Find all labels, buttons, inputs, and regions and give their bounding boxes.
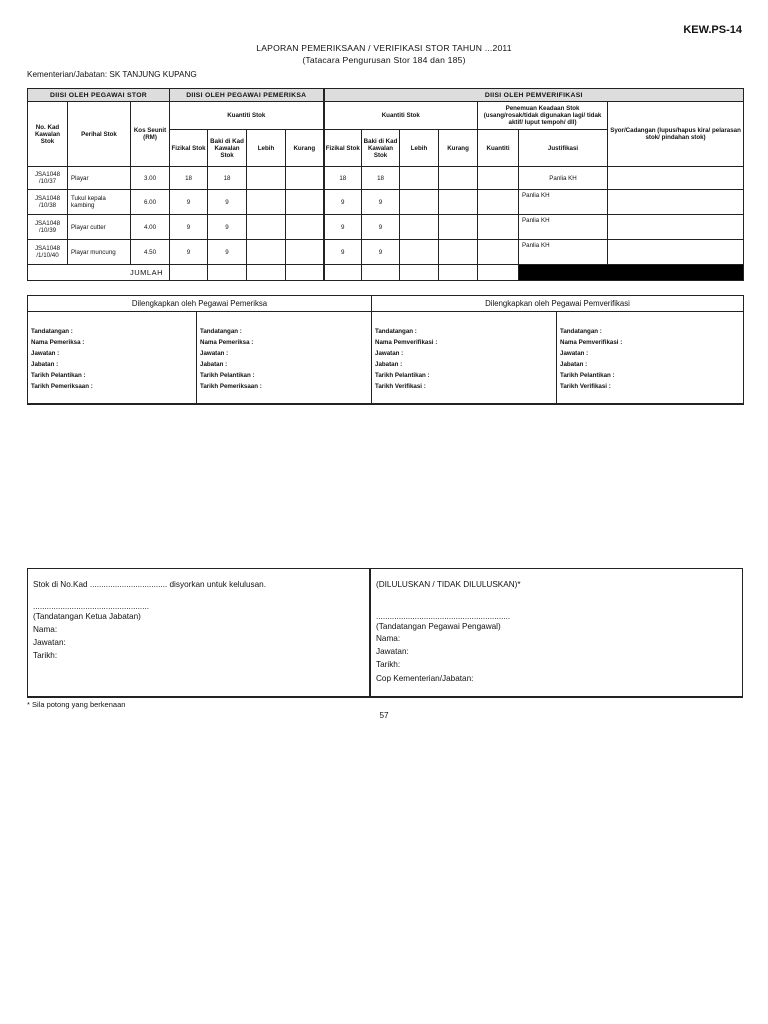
total-cell (400, 265, 439, 281)
cell-kurang (286, 190, 324, 215)
header-fizikal: Fizikal Stok (324, 130, 362, 167)
cell-lebih (400, 190, 439, 215)
field-jawatan: Jawatan : (31, 350, 60, 357)
signature-dots: ................................................... (33, 602, 150, 611)
cell-kos: 4.50 (131, 240, 170, 265)
field-tarikh-pelantikan: Tarikh Pelantikan : (375, 372, 430, 379)
field-jabatan: Jabatan : (375, 361, 403, 368)
approval-left (28, 569, 371, 696)
total-cell (362, 265, 400, 281)
cell-baki: 9 (362, 215, 400, 240)
header-penemuan: Penemuan Keadaan Stok (usang/rosak/tidak digunakan lagi/ tidak aktif/ luput tempoh/ dll) (478, 102, 608, 130)
table-row (28, 215, 744, 240)
cell-fizikal: 9 (324, 190, 362, 215)
approval-right (371, 569, 742, 696)
cell-justifikasi: Panlia KH (519, 190, 608, 215)
cell-syor (608, 190, 744, 215)
cell-syor (608, 240, 744, 265)
stok-recommendation: Stok di No.Kad .................................. disyorkan untuk kelulusan. (33, 580, 266, 589)
field-tandatangan: Tandatangan : (375, 328, 417, 335)
cell-perihal: Playar (68, 167, 131, 190)
header-lebih: Lebih (247, 130, 286, 167)
field-jabatan: Jabatan : (200, 361, 228, 368)
field-tarikh-pelantikan: Tarikh Pelantikan : (200, 372, 255, 379)
cell-fizikal: 9 (170, 240, 208, 265)
total-cell (247, 265, 286, 281)
footnote: * Sila potong yang berkenaan (27, 700, 126, 709)
cell-kos: 3.00 (131, 167, 170, 190)
cell-kurang (439, 240, 478, 265)
jumlah-label: JUMLAH (28, 265, 170, 281)
cell-fizikal: 9 (170, 215, 208, 240)
cell-no-kad: JSA1048 /10/37 (28, 167, 68, 190)
header-perihal: Perihal Stok (68, 102, 131, 167)
cell-perihal: Tukul kepala kambing (68, 190, 131, 215)
header-kuantiti-stok-pemeriksa: Kuantiti Stok (170, 102, 324, 130)
cell-baki: 9 (208, 240, 247, 265)
field-nama-pemverifikasi: Nama Pemverifikasi : (560, 339, 623, 346)
header-baki: Baki di Kad Kawalan Stok (208, 130, 247, 167)
cell-lebih (400, 240, 439, 265)
field-nama-pemeriksa: Nama Pemeriksa : (31, 339, 85, 346)
cell-no-kad: JSA1048 /10/38 (28, 190, 68, 215)
pemeriksa-block-1 (28, 312, 197, 405)
cell-syor (608, 167, 744, 190)
header-kurang: Kurang (286, 130, 324, 167)
field-jawatan: Jawatan : (560, 350, 589, 357)
field-nama: Nama: (376, 634, 401, 643)
cell-no-kad: JSA1048 /10/39 (28, 215, 68, 240)
ketua-jabatan-signature: (Tandatangan Ketua Jabatan) (33, 612, 141, 621)
cell-kurang (286, 167, 324, 190)
cell-kurang (439, 190, 478, 215)
cell-lebih (400, 167, 439, 190)
kementerian-label: Kementerian/Jabatan: SK TANJUNG KUPANG (27, 70, 197, 79)
field-jawatan: Jawatan: (33, 638, 66, 647)
table-row (28, 167, 744, 190)
field-cop: Cop Kementerian/Jabatan: (376, 674, 474, 683)
cell-kurang (286, 215, 324, 240)
field-tarikh-verifikasi: Tarikh Verifikasi : (560, 383, 611, 390)
header-kurang: Kurang (439, 130, 478, 167)
header-justifikasi: Justifikasi (519, 130, 608, 167)
page-number: 57 (379, 711, 389, 720)
blacked-out-cell (519, 265, 744, 281)
field-jawatan: Jawatan : (200, 350, 229, 357)
section-divider (27, 403, 743, 405)
field-tarikh-pemeriksaan: Tarikh Pemeriksaan : (31, 383, 93, 390)
cell-baki: 9 (208, 190, 247, 215)
field-tandatangan: Tandatangan : (560, 328, 602, 335)
header-kuantiti: Kuantiti (478, 130, 519, 167)
field-tandatangan: Tandatangan : (200, 328, 242, 335)
cell-lebih (247, 240, 286, 265)
pemverifikasi-header: Dilengkapkan oleh Pegawai Pemverifikasi (372, 296, 744, 312)
field-nama: Nama: (33, 625, 58, 634)
header-kos: Kos Seunit (RM) (131, 102, 170, 167)
cell-justifikasi: Panlia KH (519, 215, 608, 240)
signature-dots: ........................................................... (376, 612, 511, 621)
table-row (28, 240, 744, 265)
total-cell (170, 265, 208, 281)
field-tarikh: Tarikh: (33, 651, 58, 660)
form-code: KEW.PS-14 (683, 24, 742, 36)
field-tandatangan: Tandatangan : (31, 328, 73, 335)
total-cell (324, 265, 362, 281)
cell-kuantiti (478, 215, 519, 240)
field-jabatan: Jabatan : (560, 361, 588, 368)
field-tarikh-pelantikan: Tarikh Pelantikan : (560, 372, 615, 379)
pemeriksa-header: Dilengkapkan oleh Pegawai Pemeriksa (28, 296, 372, 312)
cell-lebih (400, 215, 439, 240)
cell-perihal: Playar muncung (68, 240, 131, 265)
header-syor: Syor/Cadangan (lupus/hapus kira/ pelarasan stok/ pindahan stok) (608, 102, 744, 167)
title-line-2: (Tatacara Pengurusan Stor 184 dan 185) (302, 55, 466, 65)
header-baki: Baki di Kad Kawalan Stok (362, 130, 400, 167)
total-cell (478, 265, 519, 281)
stock-table (27, 88, 744, 281)
cell-justifikasi: Panlia KH (519, 167, 608, 190)
cell-syor (608, 215, 744, 240)
header-no-kad: No. Kad Kawalan Stok (28, 102, 68, 167)
cell-kuantiti (478, 167, 519, 190)
cell-baki: 18 (208, 167, 247, 190)
cell-kurang (439, 167, 478, 190)
cell-baki: 9 (362, 190, 400, 215)
group-pegawai-pemeriksa: DIISI OLEH PEGAWAI PEMERIKSA (170, 89, 324, 102)
cell-kuantiti (478, 190, 519, 215)
cell-fizikal: 18 (324, 167, 362, 190)
header-fizikal: Fizikal Stok (170, 130, 208, 167)
pemverifikasi-block-2 (557, 312, 744, 405)
cell-lebih (247, 167, 286, 190)
cell-justifikasi: Panlia KH (519, 240, 608, 265)
cell-kurang (286, 240, 324, 265)
total-cell (208, 265, 247, 281)
field-nama-pemeriksa: Nama Pemeriksa : (200, 339, 254, 346)
title-line-1: LAPORAN PEMERIKSAAN / VERIFIKASI STOR TAHUN ...2011 (256, 43, 512, 53)
cell-no-kad: JSA1048 /1/10/40 (28, 240, 68, 265)
page-title (0, 42, 768, 66)
cell-fizikal: 9 (324, 215, 362, 240)
field-nama-pemverifikasi: Nama Pemverifikasi : (375, 339, 438, 346)
cell-kuantiti (478, 240, 519, 265)
header-kuantiti-stok-pemverifikasi: Kuantiti Stok (324, 102, 478, 130)
cell-baki: 9 (208, 215, 247, 240)
cell-perihal: Playar cutter (68, 215, 131, 240)
cell-fizikal: 18 (170, 167, 208, 190)
total-row (28, 265, 744, 281)
approval-box (27, 568, 743, 698)
cell-fizikal: 9 (324, 240, 362, 265)
total-cell (439, 265, 478, 281)
field-jabatan: Jabatan : (31, 361, 59, 368)
cell-baki: 9 (362, 240, 400, 265)
pegawai-pengawal-signature: (Tandatangan Pegawai Pengawal) (376, 622, 501, 631)
pemeriksa-block-2 (197, 312, 372, 405)
signature-table (27, 295, 744, 405)
cell-kos: 6.00 (131, 190, 170, 215)
field-tarikh: Tarikh: (376, 660, 401, 669)
cell-fizikal: 9 (170, 190, 208, 215)
field-tarikh-pelantikan: Tarikh Pelantikan : (31, 372, 86, 379)
group-pegawai-stor: DIISI OLEH PEGAWAI STOR (28, 89, 170, 102)
pemverifikasi-block-1 (372, 312, 557, 405)
total-cell (286, 265, 324, 281)
field-jawatan: Jawatan: (376, 647, 409, 656)
header-lebih: Lebih (400, 130, 439, 167)
table-row (28, 190, 744, 215)
approval-status: (DILULUSKAN / TIDAK DILULUSKAN)* (376, 580, 521, 589)
cell-kos: 4.00 (131, 215, 170, 240)
cell-kurang (439, 215, 478, 240)
field-tarikh-pemeriksaan: Tarikh Pemeriksaan : (200, 383, 262, 390)
cell-lebih (247, 215, 286, 240)
field-tarikh-verifikasi: Tarikh Verifikasi : (375, 383, 426, 390)
cell-baki: 18 (362, 167, 400, 190)
group-pemverifikasi: DIISI OLEH PEMVERIFIKASI (324, 89, 744, 102)
field-jawatan: Jawatan : (375, 350, 404, 357)
cell-lebih (247, 190, 286, 215)
